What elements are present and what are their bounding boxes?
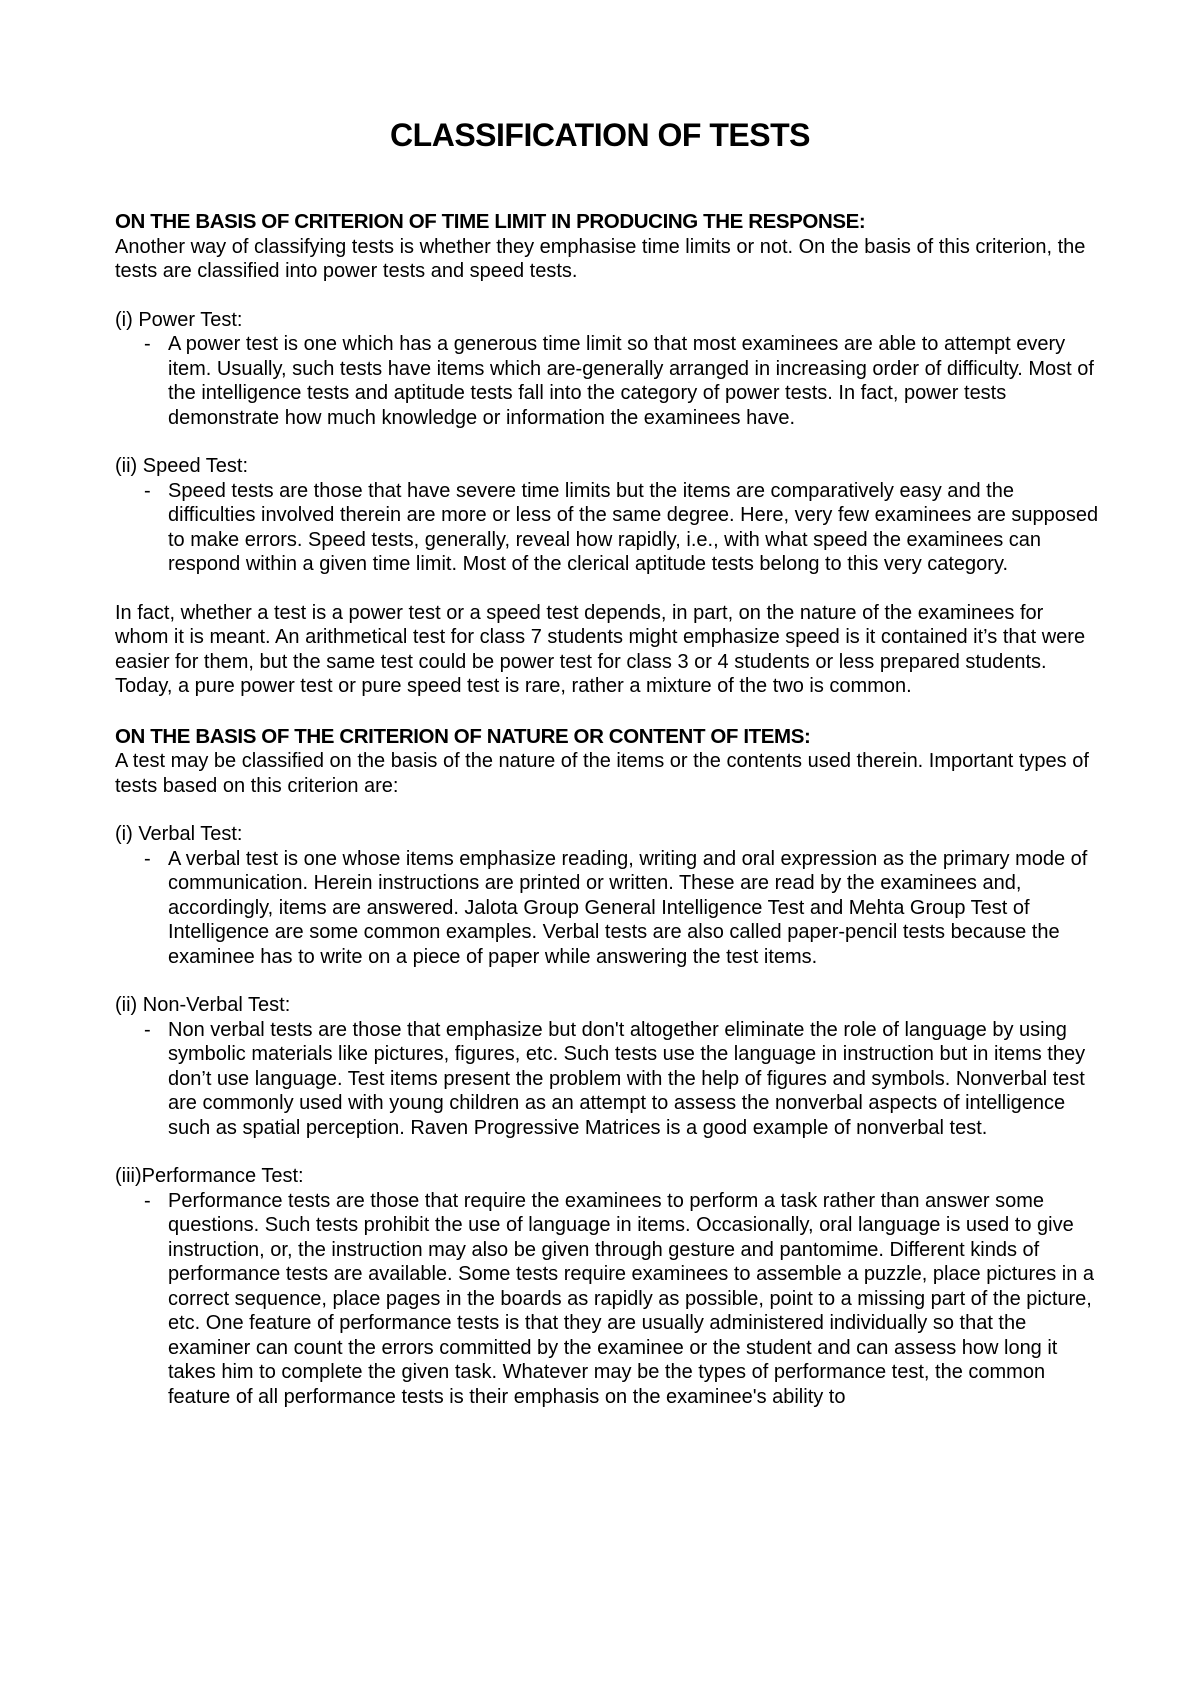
bullet-text: Performance tests are those that require the examinees to perform a task rather than answer some questions. Such tests prohibit the use of language in items. Occasionally, oral language is used to give instruction, or, the instruction may also be given through gesture and pantomime. Different kinds of performance tests are available. Some tests require examinees to assemble a puzzle, place pictures in a correct sequence, place pages in the boards as rapidly as possible, point to a missing part of the picture, etc. One feature of performance tests is that they are usually administered individually so that the examiner can count the errors committed by the examinee or the student and can assess how long it takes him to complete the given task. Whatever may be the types of performance test, the common feature of all performance tests is their emphasis on the examinee's ability to bbox=[168, 1189, 1095, 1408]
section-intro: A test may be classified on the basis of the nature of the items or the contents used therein. Important types of tests based on this criterion are: bbox=[115, 750, 1089, 797]
document-title: CLASSIFICATION OF TESTS bbox=[390, 117, 810, 153]
section-heading: ON THE BASIS OF CRITERION OF TIME LIMIT IN PRODUCING THE RESPONSE: bbox=[115, 210, 866, 233]
subsection-label: (ii) Speed Test: bbox=[115, 455, 249, 477]
subsection-verbal-test bbox=[115, 822, 1100, 969]
bullet-item bbox=[144, 332, 1100, 430]
bullet-item bbox=[144, 1189, 1100, 1410]
subsection-speed-test bbox=[115, 454, 1100, 577]
dash-marker: - bbox=[144, 847, 151, 870]
bullet-text: Non verbal tests are those that emphasize but don't altogether eliminate the role of language by using symbolic materials like pictures, figures, etc. Such tests use the language in instruction but in items they don’t use language. Test items present the problem with the help of figures and symbols. Nonverbal test are commonly used with young children as an attempt to assess the nonverbal aspects of intelligence such as spatial perception. Raven Progressive Matrices is a good example of nonverbal test. bbox=[168, 1018, 1086, 1139]
dash-marker: - bbox=[144, 479, 151, 502]
bullet-text: A power test is one which has a generous time limit so that most examinees are able to attempt every item. Usually, such tests have items which are-generally arranged in increasing order of difficulty. Most of the intelligence tests and aptitude tests fall into the category of power tests. In fact, power tests demonstrate how much knowledge or information the examinees have. bbox=[168, 333, 1094, 429]
section-heading: ON THE BASIS OF THE CRITERION OF NATURE OR CONTENT OF ITEMS: bbox=[115, 724, 811, 748]
bullet-item bbox=[144, 847, 1100, 970]
subsection-label: (i) Power Test: bbox=[115, 308, 243, 331]
bullet-text: Speed tests are those that have severe time limits but the items are comparatively easy and the difficulties involved therein are more or less of the same degree. Here, very few examinees are supposed to make errors. Speed tests, generally, reveal how rapidly, i.e., with what speed the examinees can respond within a given time limit. Most of the clerical aptitude tests belong to this very category. bbox=[168, 479, 1099, 575]
bullet-item bbox=[144, 479, 1100, 577]
subsection-performance-test bbox=[115, 1164, 1100, 1409]
subsection-label: (ii) Non-Verbal Test: bbox=[115, 994, 291, 1016]
bullet-item bbox=[144, 1018, 1100, 1141]
subsection-label: (i) Verbal Test: bbox=[115, 823, 243, 845]
closing-paragraph: In fact, whether a test is a power test or a speed test depends, in part, on the nature of the examinees for whom it is meant. An arithmetical test for class 7 students might emphasize speed is it contained it’s that were easier for them, but the same test could be power test for class 3 or 4 students or less prepared students. Today, a pure power test or pure speed test is rare, rather a mixture of the two is common. bbox=[115, 601, 1086, 697]
subsection-non-verbal-test bbox=[115, 993, 1100, 1140]
bullet-text: A verbal test is one whose items emphasize reading, writing and oral expression as the primary mode of communication. Herein instructions are printed or written. These are read by the examinees and, accordingly, items are answered. Jalota Group General Intelligence Test and Mehta Group Test of Intelligence are some common examples. Verbal tests are also called paper-pencil tests because the examinee has to write on a piece of paper while answering the test items. bbox=[168, 847, 1088, 968]
dash-marker: - bbox=[144, 1018, 151, 1041]
section-nature-content bbox=[115, 725, 1100, 1410]
dash-marker: - bbox=[144, 1189, 151, 1212]
subsection-label: (iii)Performance Test: bbox=[115, 1165, 304, 1187]
section-intro: Another way of classifying tests is whether they emphasise time limits or not. On the basis of this criterion, the tests are classified into power tests and speed tests. bbox=[115, 235, 1086, 282]
dash-marker: - bbox=[144, 333, 151, 355]
subsection-power-test bbox=[115, 308, 1100, 431]
document-body bbox=[115, 210, 1100, 1409]
section-time-limit bbox=[115, 210, 1100, 699]
